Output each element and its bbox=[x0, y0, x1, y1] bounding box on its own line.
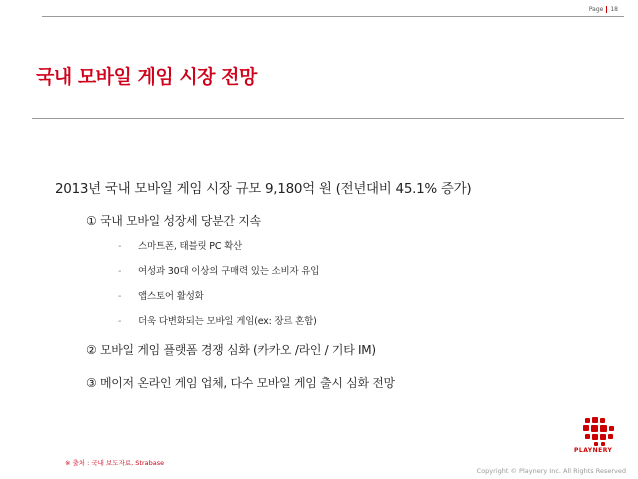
source-note: ※ 출처 : 국내 보도자료, Strabase bbox=[65, 459, 165, 467]
logo-wordmark: PLAYNERY bbox=[574, 447, 613, 454]
point-2: ② 모바일 게임 플랫폼 경쟁 심화 (카카오 /라인 / 기타 IM) bbox=[86, 343, 376, 357]
page-separator bbox=[606, 6, 607, 13]
bullet-text: 더욱 다변화되는 모바일 게임(ex: 장르 혼합) bbox=[138, 316, 317, 327]
bullet-list bbox=[118, 240, 319, 340]
slide-title: 국내 모바일 게임 시장 전망 bbox=[36, 66, 257, 88]
bullet-dash: - bbox=[118, 291, 122, 302]
bullet-item bbox=[118, 315, 319, 340]
bullet-text: 여성과 30대 이상의 구매력 있는 소비자 유입 bbox=[138, 266, 320, 277]
bullet-text: 스마트폰, 태블릿 PC 확산 bbox=[138, 241, 243, 252]
top-divider bbox=[42, 16, 624, 17]
title-divider bbox=[32, 118, 624, 119]
page-number bbox=[589, 6, 618, 13]
headline: 2013년 국내 모바일 게임 시장 규모 9,180억 원 (전년대비 45.1% 증가) bbox=[55, 181, 472, 197]
bullet-text: 앱스토어 활성화 bbox=[138, 291, 204, 302]
bullet-item bbox=[118, 265, 319, 290]
bullet-dash: - bbox=[118, 266, 122, 277]
page-number-value: 18 bbox=[610, 6, 618, 13]
bullet-dash: - bbox=[118, 241, 122, 252]
bullet-dash: - bbox=[118, 316, 122, 327]
copyright: Copyright © Playnery Inc. All Rights Reserved bbox=[476, 467, 626, 475]
point-3: ③ 메이저 온라인 게임 업체, 다수 모바일 게임 출시 심화 전망 bbox=[86, 376, 395, 390]
point-1: ① 국내 모바일 성장세 당분간 지속 bbox=[86, 214, 261, 228]
bullet-item bbox=[118, 290, 319, 315]
bullet-item bbox=[118, 240, 319, 265]
page-label: Page bbox=[588, 6, 604, 13]
